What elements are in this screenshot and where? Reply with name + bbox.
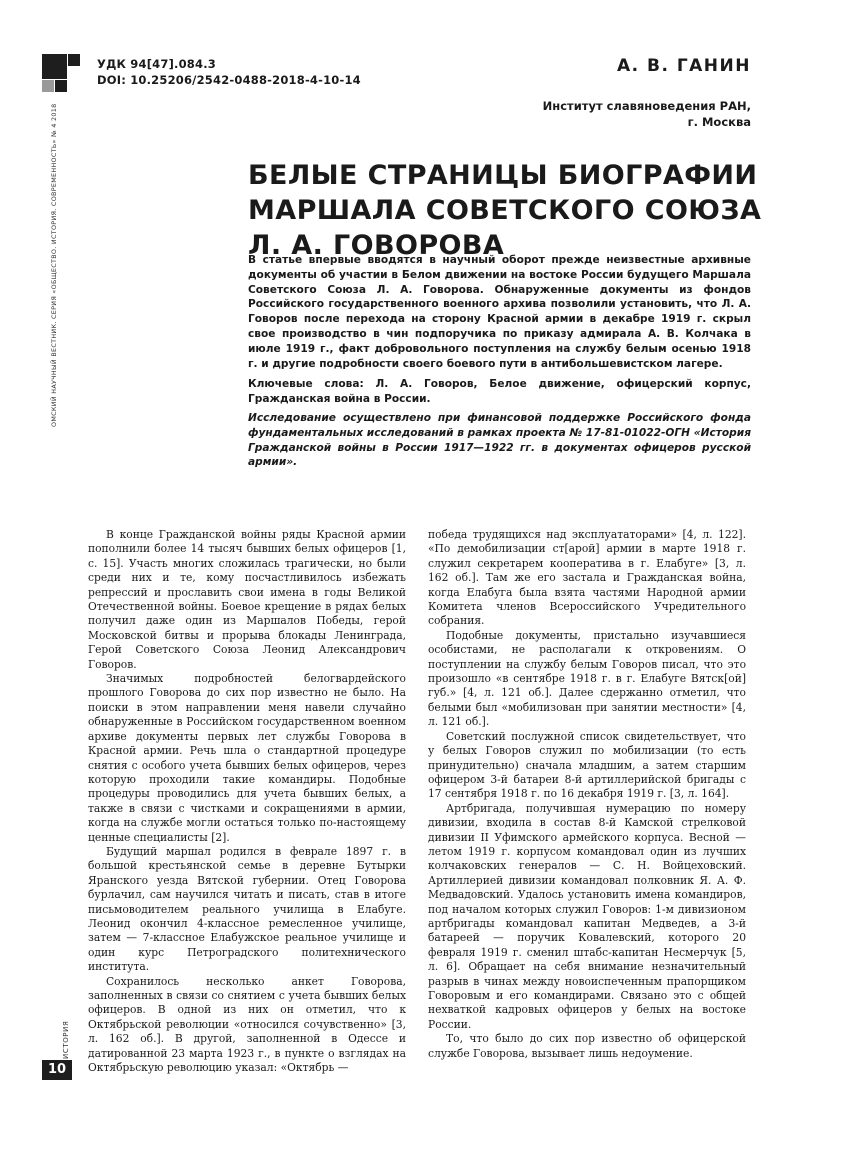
abstract-block xyxy=(248,253,751,470)
paragraph: В конце Гражданской войны ряды Красной армии пополнили более 14 тысяч бывших белых офицеров [1, с. 15]. Участь многих сложилась трагически, но были среди них и те, кому посчастливилось избежать репрессий и прославить свои имена в годы Великой Отечественной войны. Боевое крещение в рядах белых получил даже один из Маршалов Победы, герой Московской битвы и прорыва блокады Ленинграда, Герой Советского Союза Леонид Александрович Говоров. xyxy=(88,528,406,671)
title-line-1: БЕЛЫЕ СТРАНИЦЫ БИОГРАФИИ xyxy=(248,160,758,191)
udc-code: УДК 94[47].084.3 xyxy=(97,57,216,71)
article-title xyxy=(248,158,768,263)
paragraph: Артбригада, получившая нумерацию по номеру дивизии, входила в состав 8-й Камской стрелковой дивизии II Уфимского армейского корпуса. Весной — летом 1919 г. корпусом командовал один из лучших колчаковских генералов — С. Н. Войцеховский. Артиллерией дивизии командовал полковник Я. А. Ф. Медвадовский. Удалось установить имена командиров, под началом которых служил Говоров: 1-м дивизионом артбригады командовал капитан Медведев, а 3-й батареей — поручик Ковалевский, которого 20 февраля 1919 г. сменил штабс-капитан Несмерчук [5, л. 6]. Обращает на себя внимание незначительный разрыв в чинах между новоиспеченным прапорщиком Говоровым и его командирами. Связано это с общей нехваткой кадровых офицеров у белых на востоке России. xyxy=(428,801,746,1031)
doi-code: DOI: 10.25206/2542-0488-2018-4-10-14 xyxy=(97,73,361,87)
abstract-text: В статье впервые вводятся в научный оборот прежде неизвестные архивные документы об участии в Белом движении на востоке России будущего Маршала Советского Союза Л. А. Говорова. Обнаруженные документы из фондов Российского государственного военного архива позволили установить, что Л. А. Говоров после перехода на сторону Красной армии в декабре 1919 г. скрыл свое производство в чин подпоручика по приказу адмирала А. В. Колчака в июле 1919 г., факт добровольного поступления на службу белым осенью 1918 г. и другие подробности своего боевого пути в антибольшевистском лагере. xyxy=(248,254,751,370)
paragraph: Будущий маршал родился в феврале 1897 г. в большой крестьянской семье в деревне Бутырки Яранского уезда Вятской губернии. Отец Говорова бурлачил, сам научился читать и писать, став в итоге письмоводителем реального училища в Елабуге. Леонид окончил 4-классное ремесленное училище, затем — 7-классное Елабужское реальное училище и один курс Петроградского политехнического института. xyxy=(88,844,406,974)
corner-square-top xyxy=(68,54,80,66)
title-line-2: МАРШАЛА СОВЕТСКОГО СОЮЗА xyxy=(248,195,762,226)
body-column-left xyxy=(88,528,406,1075)
udc-block xyxy=(97,56,361,88)
corner-square-large xyxy=(42,54,67,79)
rubric-label: ИСТОРИЯ xyxy=(62,1020,70,1059)
corner-square-gray xyxy=(42,80,54,92)
title-line-3: Л. А. ГОВОРОВА xyxy=(248,230,505,261)
affiliation-line-1: Институт славяноведения РАН, xyxy=(542,99,751,113)
paragraph: победа трудящихся над эксплуататорами» [4, л. 122]. «По демобилизации ст[арой] армии в марте 1918 г. служил секретарем кооператива в г. Елабуге» [3, л. 162 об.]. Там же его застала и Гражданская война, когда Елабуга была взята частями Народной армии Комитета членов Всероссийского Учредительного собрания. xyxy=(428,528,746,628)
page-number: 10 xyxy=(42,1060,72,1080)
funding-note: Исследование осуществлено при финансовой поддержке Российского фонда фундаментальных исследований в рамках проекта № 17-81-01022-ОГН «История Гражданской войны в России 1917—1922 гг. в документах офицеров русской армии». xyxy=(248,411,751,469)
author-name: А. В. ГАНИН xyxy=(616,56,751,76)
paragraph: Советский послужной список свидетельствует, что у белых Говоров служил по мобилизации (то есть принудительно) сначала младшим, а затем старшим офицером 3-й батареи 8-й артиллерийской бригады с 17 сентября 1918 г. по 16 декабря 1919 г. [3, л. 164]. xyxy=(428,729,746,801)
journal-running-head: ОМСКИЙ НАУЧНЫЙ ВЕСТНИК. СЕРИЯ «ОБЩЕСТВО. ИСТОРИЯ. СОВРЕМЕННОСТЬ» № 4 2018 xyxy=(50,103,58,427)
body-column-right xyxy=(428,528,746,1061)
paragraph: Подобные документы, пристально изучавшиеся особистами, не располагали к откровениям. О поступлении на службу белым Говоров писал, что это произошло «в сентябре 1918 г. в г. Елабуге Вятск[ой] губ.» [4, л. 121 об.]. Далее сдержанно отметил, что белыми был «мобилизован при занятии местности» [4, л. 121 об.]. xyxy=(428,628,746,729)
corner-square-small xyxy=(55,80,67,92)
keywords: Ключевые слова: Л. А. Говоров, Белое движение, офицерский корпус, Гражданская война в России. xyxy=(248,378,751,406)
affiliation xyxy=(543,98,751,130)
affiliation-line-2: г. Москва xyxy=(687,115,751,129)
paragraph: То, что было до сих пор известно об офицерской службе Говорова, вызывает лишь недоумение. xyxy=(428,1032,746,1060)
paragraph: Значимых подробностей белогвардейского прошлого Говорова до сих пор известно не было. На поиски в этом направлении меня навели случайно обнаруженные в Российском государственном военном архиве документы первых лет службы Говорова в Красной армии. Речь шла о стандартной процедуре снятия с особого учета бывших белых офицеров, через которую проходили такие командиры. Подобные процедуры проводились для учета бывших белых, а также в связи с чистками и сокращениями в армии, когда на службе могли остаться только по-настоящему ценные специалисты [2]. xyxy=(88,672,406,844)
paragraph: Сохранилось несколько анкет Говорова, заполненных в связи со снятием с учета бывших белых офицеров. В одной из них он отметил, что к Октябрьской революции «относился сочувственно» [3, л. 162 об.]. В другой, заполненной в Одессе и датированной 23 марта 1923 г., в пункте о взглядах на Октябрьскую революцию указал: «Октябрь — xyxy=(88,974,406,1075)
